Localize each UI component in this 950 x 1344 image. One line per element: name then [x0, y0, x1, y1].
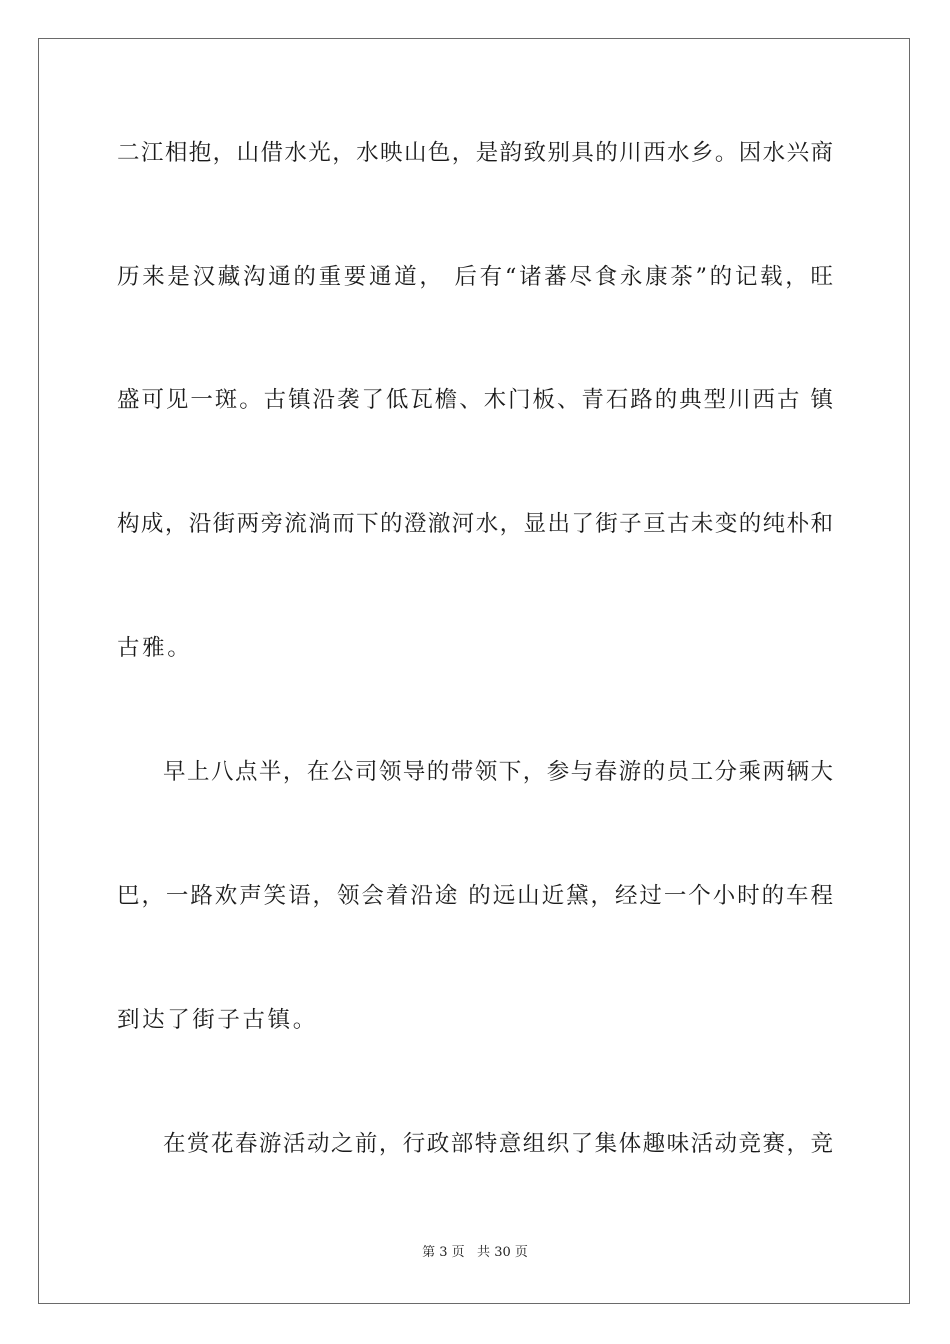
paragraph-3-first-line: 在赏花春游活动之前，行政部特意组织了集体趣味活动竞赛，竞: [163, 1131, 833, 1157]
text-line-4: 构成，沿街两旁流淌而下的澄澈河水，显出了街子亘古未变的纯朴和: [117, 511, 833, 537]
page-number-footer: 第 3 页 共 30 页: [422, 1245, 528, 1260]
text-line-8: 到达了街子古镇。: [117, 1007, 318, 1033]
text-line-1: 二江相抱，山借水光，水映山色，是韵致别具的川西水乡。因水兴商: [117, 140, 833, 166]
text-line-5: 古雅。: [117, 635, 193, 661]
text-line-2: 历来是汉藏沟通的重要通道， 后有“诸蕃尽食永康茶”的记载，旺: [117, 264, 833, 290]
paragraph-2-first-line: 早上八点半，在公司领导的带领下，参与春游的员工分乘两辆大: [163, 759, 833, 785]
text-line-7: 巴，一路欢声笑语，领会着沿途 的远山近黛，经过一个小时的车程: [117, 883, 833, 909]
text-line-3: 盛可见一斑。古镇沿袭了低瓦檐、木门板、青石路的典型川西古 镇: [117, 387, 833, 413]
page-border: [38, 38, 910, 1304]
